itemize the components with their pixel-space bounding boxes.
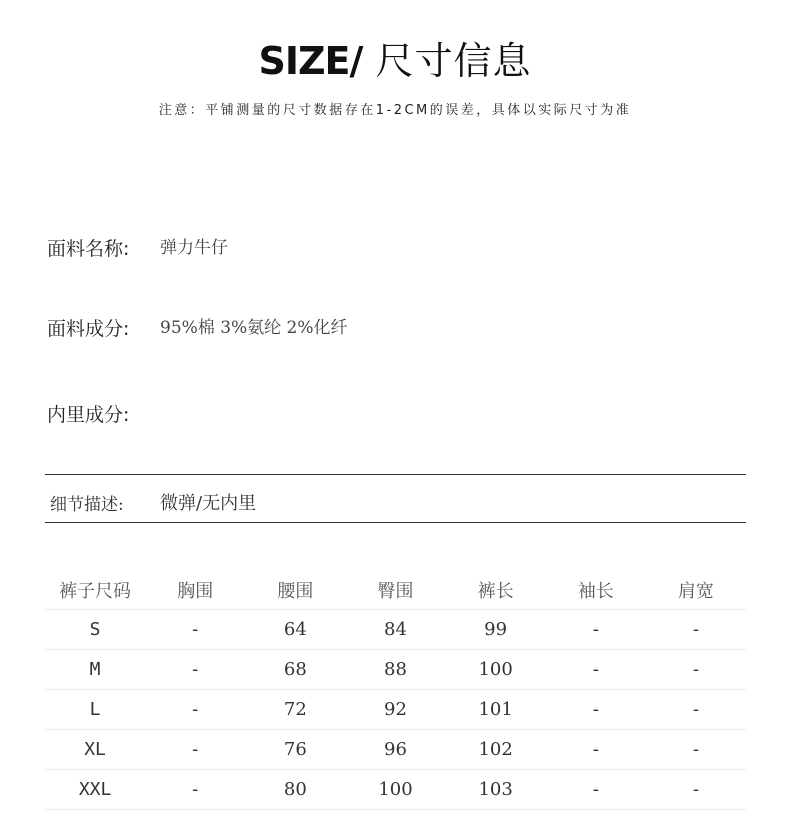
lining-label: 内里成分: <box>47 404 130 426</box>
header-cell: 袖长 <box>546 570 646 610</box>
chest-cell: - <box>145 730 245 770</box>
sleeve-cell: - <box>546 650 646 690</box>
size-table-header <box>45 570 746 610</box>
header-cell: 臀围 <box>345 570 445 610</box>
hip-cell: 88 <box>345 650 445 690</box>
header-cell: 腰围 <box>245 570 345 610</box>
waist-cell: 80 <box>245 770 345 810</box>
size-cell: XXL <box>45 770 145 810</box>
length-cell: 101 <box>446 690 546 730</box>
page-title <box>0 30 790 85</box>
size-cell: L <box>45 690 145 730</box>
hip-cell: 100 <box>345 770 445 810</box>
measurement-note: 注意：平铺测量的尺寸数据存在1-2CM的误差，具体以实际尺寸为准 <box>158 103 632 118</box>
table-row <box>45 650 746 690</box>
divider-top <box>45 474 746 475</box>
sleeve-cell: - <box>546 610 646 650</box>
waist-cell: 76 <box>245 730 345 770</box>
table-row <box>45 610 746 650</box>
detail-label: 细节描述: <box>50 495 124 515</box>
length-cell: 99 <box>446 610 546 650</box>
hip-cell: 96 <box>345 730 445 770</box>
title-cn: 尺寸信息 <box>375 39 532 83</box>
fabric-composition-value: 95%棉 3%氨纶 2%化纤 <box>160 318 348 338</box>
detail-value: 微弹/无内里 <box>160 493 257 514</box>
sleeve-cell: - <box>546 690 646 730</box>
shoulder-cell: - <box>646 650 746 690</box>
size-cell: M <box>45 650 145 690</box>
sleeve-cell: - <box>546 770 646 810</box>
waist-cell: 68 <box>245 650 345 690</box>
chest-cell: - <box>145 690 245 730</box>
header-cell: 裤长 <box>446 570 546 610</box>
table-row <box>45 770 746 810</box>
waist-cell: 72 <box>245 690 345 730</box>
fabric-name-label: 面料名称: <box>47 238 130 260</box>
hip-cell: 92 <box>345 690 445 730</box>
fabric-composition-label: 面料成分: <box>47 318 130 340</box>
length-cell: 103 <box>446 770 546 810</box>
waist-cell: 64 <box>245 610 345 650</box>
divider-bottom <box>45 522 746 523</box>
chest-cell: - <box>145 650 245 690</box>
length-cell: 102 <box>446 730 546 770</box>
sleeve-cell: - <box>546 730 646 770</box>
table-row <box>45 730 746 770</box>
header-cell: 裤子尺码 <box>45 570 145 610</box>
hip-cell: 84 <box>345 610 445 650</box>
chest-cell: - <box>145 770 245 810</box>
table-row <box>45 690 746 730</box>
size-cell: XL <box>45 730 145 770</box>
length-cell: 100 <box>446 650 546 690</box>
size-table <box>45 570 746 810</box>
size-cell: S <box>45 610 145 650</box>
shoulder-cell: - <box>646 770 746 810</box>
shoulder-cell: - <box>646 610 746 650</box>
header-cell: 肩宽 <box>646 570 746 610</box>
fabric-name-value: 弹力牛仔 <box>160 238 228 258</box>
header-cell: 胸围 <box>145 570 245 610</box>
shoulder-cell: - <box>646 730 746 770</box>
title-en: SIZE/ <box>258 39 363 83</box>
chest-cell: - <box>145 610 245 650</box>
shoulder-cell: - <box>646 690 746 730</box>
